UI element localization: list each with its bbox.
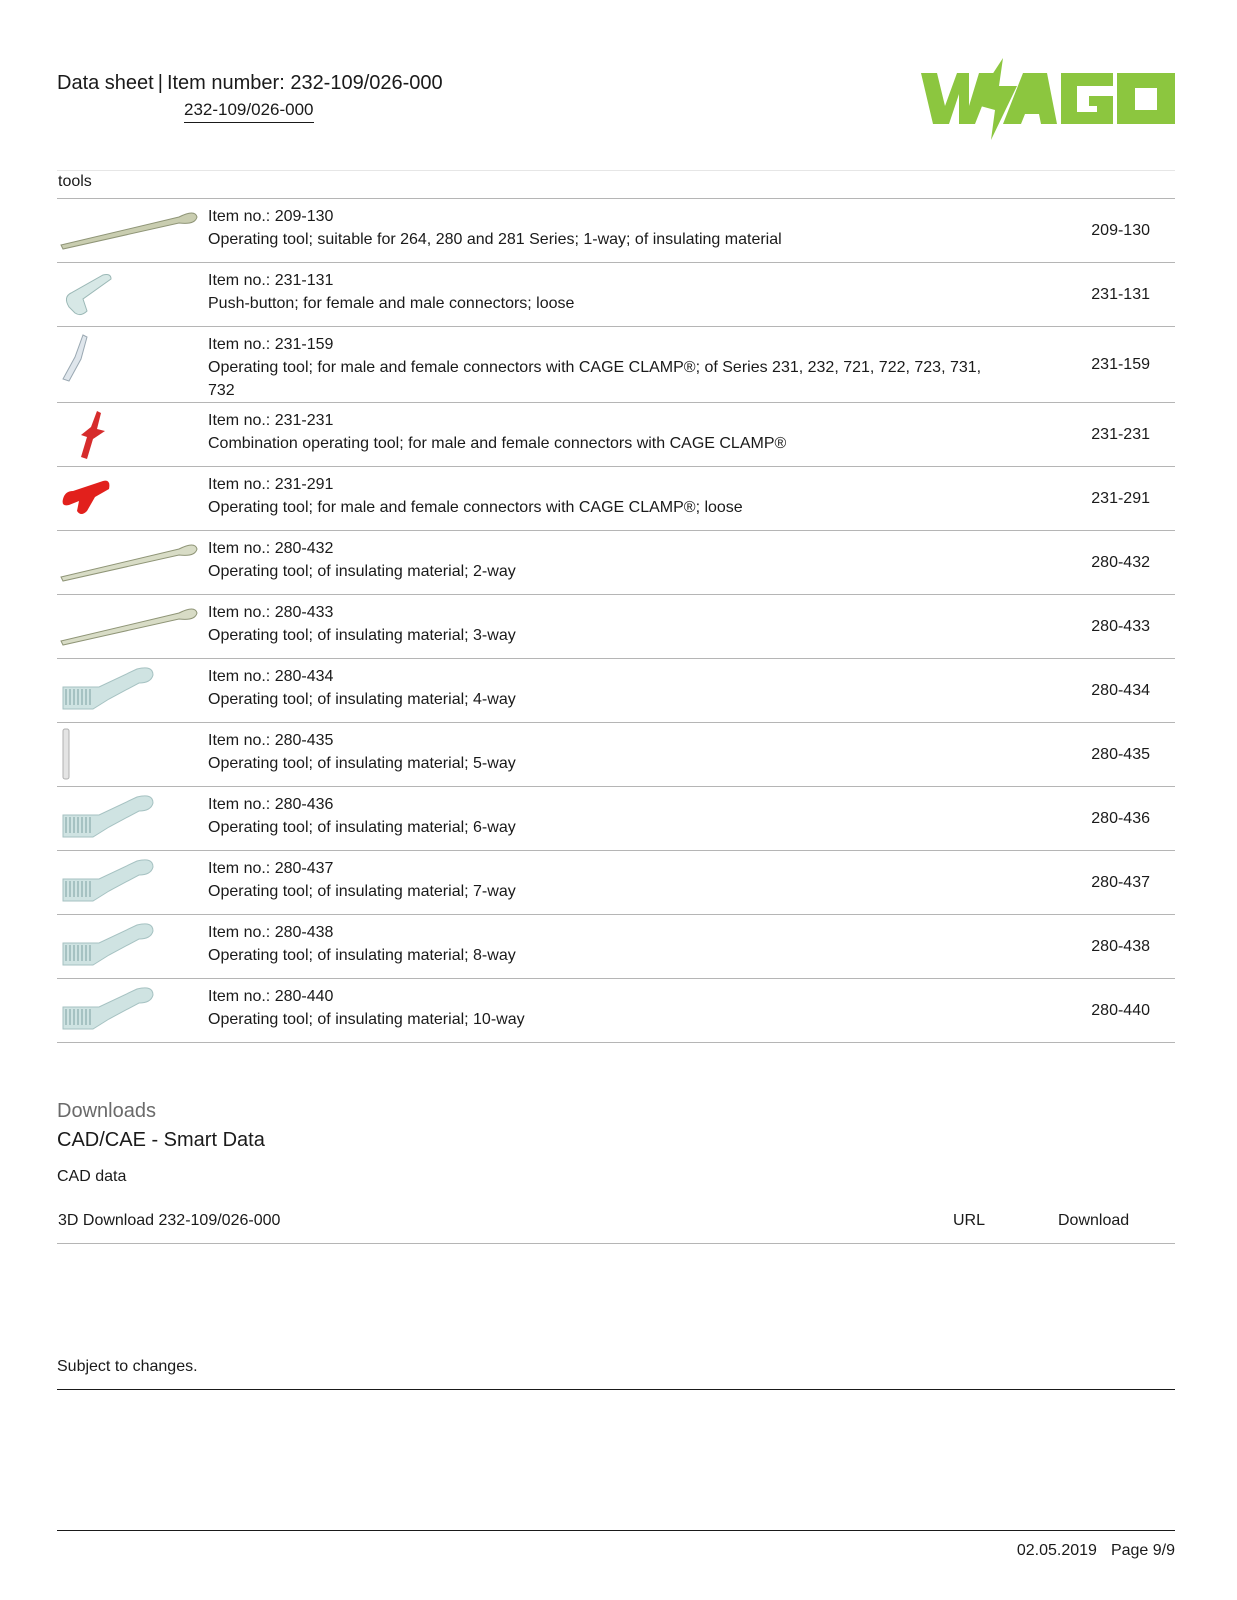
tool-code: 231-291: [1091, 489, 1150, 507]
tool-item-number: Item no.: 231-159: [208, 336, 334, 353]
tool-row: [57, 595, 1175, 659]
tool-text: [208, 665, 1008, 711]
tool-row: [57, 659, 1175, 723]
title-item-number: Item number: 232-109/026-000: [166, 72, 443, 94]
tool-text: [208, 921, 1008, 967]
tool-row: [57, 979, 1175, 1043]
tool-row: [57, 915, 1175, 979]
tool-item-number: Item no.: 280-440: [208, 988, 334, 1005]
tool-item-number: Item no.: 280-433: [208, 604, 334, 621]
note-rule: [57, 1389, 1175, 1390]
section-label-tools: tools: [58, 173, 92, 190]
tool-code: 280-440: [1091, 1001, 1150, 1019]
tool-text: [208, 473, 1008, 519]
footer-rule: [57, 1530, 1175, 1531]
red-tool-icon: [59, 471, 199, 527]
tool-description: Operating tool; of insulating material; 6-way: [208, 819, 516, 836]
footer-page-number: Page 9/9: [1110, 1542, 1175, 1559]
tool-description: Operating tool; for male and female connectors with CAGE CLAMP®; loose: [208, 499, 743, 516]
tool-code: 231-131: [1091, 285, 1150, 303]
footer-date: 02.05.2019: [1016, 1542, 1097, 1559]
wago-logo: [921, 58, 1175, 144]
subject-to-changes-note: Subject to changes.: [57, 1358, 198, 1375]
tool-description: Operating tool; of insulating material; 10-way: [208, 1011, 525, 1028]
tool-description: Operating tool; of insulating material; 4-way: [208, 691, 516, 708]
tool-text: [208, 409, 1008, 455]
tool-item-number: Item no.: 280-435: [208, 732, 334, 749]
tool-code: 280-438: [1091, 937, 1150, 955]
vertical-tool-icon: [59, 727, 199, 783]
tool-description: Operating tool; for male and female connectors with CAGE CLAMP®; of Series 231, 232, 721, 722, 723, 731, 732: [208, 359, 982, 399]
long-lever-tool-icon: [59, 599, 199, 655]
tool-code: 231-159: [1091, 355, 1150, 373]
downloads-heading: Downloads: [57, 1100, 156, 1122]
tool-item-number: Item no.: 280-434: [208, 668, 334, 685]
tool-description: Operating tool; of insulating material; 3-way: [208, 627, 516, 644]
tool-item-number: Item no.: 231-291: [208, 476, 334, 493]
tool-item-number: Item no.: 280-436: [208, 796, 334, 813]
tool-row: [57, 723, 1175, 787]
cad-data-label: CAD data: [57, 1168, 127, 1185]
title-prefix: Data sheet: [57, 72, 154, 94]
tool-code: 280-433: [1091, 617, 1150, 635]
tool-code: 280-432: [1091, 553, 1150, 571]
tool-item-number: Item no.: 280-438: [208, 924, 334, 941]
tool-item-number: Item no.: 209-130: [208, 208, 334, 225]
tool-description: Operating tool; suitable for 264, 280 and 281 Series; 1-way; of insulating material: [208, 231, 782, 248]
tool-description: Operating tool; of insulating material; 7-way: [208, 883, 516, 900]
tool-row: [57, 199, 1175, 263]
cad-cae-heading: CAD/CAE - Smart Data: [57, 1129, 265, 1151]
tool-row: [57, 787, 1175, 851]
push-button-icon: [59, 267, 199, 323]
download-row: [57, 1200, 1175, 1244]
comb-tool-icon: [59, 983, 199, 1039]
tool-text: [208, 857, 1008, 903]
tool-code: 209-130: [1091, 221, 1150, 239]
tool-description: Push-button; for female and male connectors; loose: [208, 295, 575, 312]
tools-table: [57, 198, 1175, 1043]
long-lever-tool-icon: [59, 203, 199, 259]
long-lever-tool-icon: [59, 535, 199, 591]
tool-description: Operating tool; of insulating material; 5-way: [208, 755, 516, 772]
tool-item-number: Item no.: 280-437: [208, 860, 334, 877]
comb-tool-icon: [59, 855, 199, 911]
comb-tool-icon: [59, 791, 199, 847]
tool-text: [208, 793, 1008, 839]
download-link[interactable]: Download: [1058, 1212, 1130, 1229]
tool-description: Operating tool; of insulating material; 2-way: [208, 563, 516, 580]
tool-item-number: Item no.: 231-131: [208, 272, 334, 289]
tool-text: [208, 537, 1008, 583]
tool-row: [57, 467, 1175, 531]
tool-description: Operating tool; of insulating material; 8-way: [208, 947, 516, 964]
title-separator: |: [157, 72, 163, 94]
tool-text: [208, 601, 1008, 647]
page-footer: [1017, 1542, 1175, 1560]
tool-code: 280-435: [1091, 745, 1150, 763]
combination-tool-icon: [59, 407, 199, 463]
comb-tool-icon: [59, 919, 199, 975]
tool-code: 280-434: [1091, 681, 1150, 699]
item-number-link[interactable]: 232-109/026-000: [184, 99, 314, 123]
tool-text: [208, 985, 1008, 1031]
tool-row: [57, 851, 1175, 915]
tool-code: 280-436: [1091, 809, 1150, 827]
tool-item-number: Item no.: 231-231: [208, 412, 334, 429]
tool-row: [57, 403, 1175, 467]
tool-row: [57, 327, 1175, 403]
tool-code: 280-437: [1091, 873, 1150, 891]
section-rule: [57, 170, 1175, 171]
download-name: 3D Download 232-109/026-000: [58, 1212, 281, 1229]
tool-description: Combination operating tool; for male and female connectors with CAGE CLAMP®: [208, 435, 787, 452]
slim-tool-icon: [59, 331, 199, 387]
tool-row: [57, 263, 1175, 327]
tool-text: [208, 333, 1008, 402]
page-title: [57, 70, 443, 96]
document-header: [57, 70, 443, 119]
tool-text: [208, 269, 1008, 315]
download-type: URL: [953, 1212, 986, 1229]
comb-tool-icon: [59, 663, 199, 719]
tool-text: [208, 729, 1008, 775]
tool-text: [208, 205, 1008, 251]
tool-row: [57, 531, 1175, 595]
tool-code: 231-231: [1091, 425, 1150, 443]
tool-item-number: Item no.: 280-432: [208, 540, 334, 557]
